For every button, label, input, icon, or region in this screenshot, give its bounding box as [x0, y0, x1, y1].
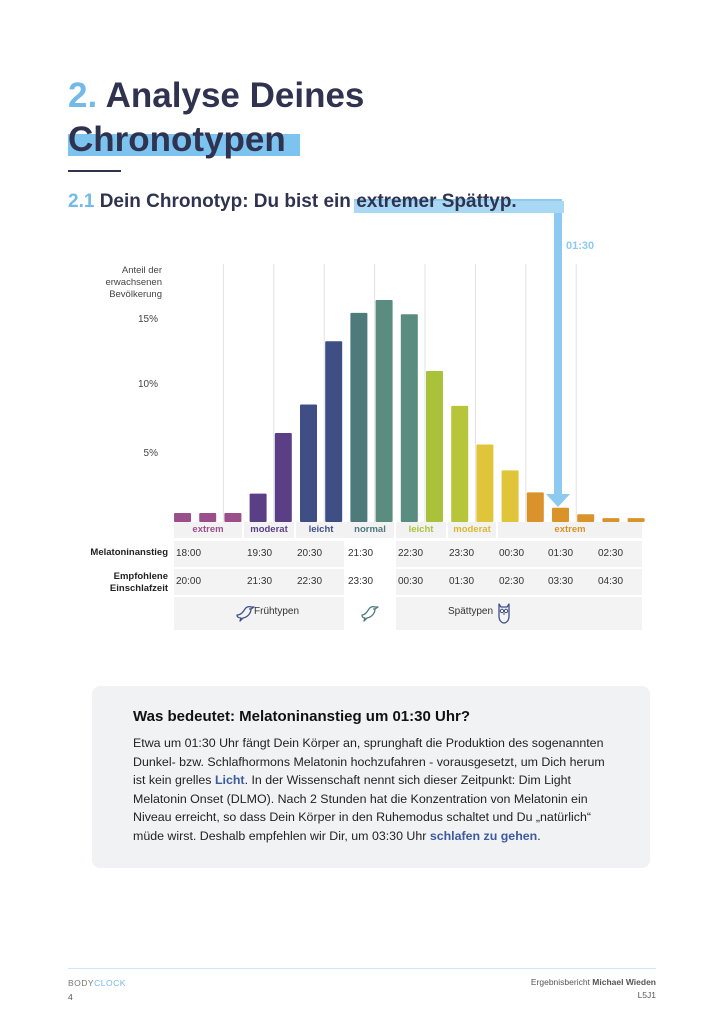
category-label: leicht	[296, 522, 346, 538]
chart-bar	[224, 513, 241, 522]
info-box-text	[133, 734, 618, 846]
info-text-part2: . In der Wissenschaft nennt sich dieser Zeitpunkt: Dim Light Melatonin Onset (DLMO). Nach 2 Stunden hat die Konzentration von Melatonin ein Niveau erreicht, so dass Dein Körper in den Ruhemodus schaltet und Du „natürlich“ müde wirst. Deshalb empfehlen wir Dir, um 03:30 Uhr	[133, 773, 591, 843]
time-cell: 04:30	[598, 576, 624, 587]
page-title	[68, 74, 364, 118]
info-box-title: Was bedeutet: Melatoninanstieg um 01:30 Uhr?	[133, 708, 470, 725]
info-text-part1: Etwa um 01:30 Uhr fängt Dein Körper an, sprunghaft die Produktion des sogenannten Dunkel- bzw. Schlafhormons Melatonin hochzufahren - vorausgesetzt, um Dich herum ist kein grelles	[133, 736, 605, 788]
time-cell: 22:30	[398, 548, 424, 559]
chart-bar	[502, 470, 519, 522]
chart-bar	[376, 300, 393, 522]
y-tick: 15%	[137, 314, 158, 325]
chart-bar	[426, 371, 443, 522]
chart-bar	[552, 508, 569, 522]
category-label: extrem	[174, 522, 242, 538]
title-line2: Chronotypen	[68, 120, 286, 159]
time-cell: 02:30	[598, 548, 624, 559]
time-cell: 20:00	[176, 576, 202, 587]
time-cell: 00:30	[499, 548, 525, 559]
category-label: normal	[346, 522, 394, 538]
chart-bar	[451, 406, 468, 522]
sleep-link[interactable]: schlafen zu gehen	[429, 828, 538, 843]
category-label: leicht	[396, 522, 446, 538]
subheading	[68, 190, 517, 214]
arrow-time-label: 01:30	[566, 240, 595, 252]
footer-report	[531, 976, 656, 1002]
chart-bar	[325, 341, 342, 522]
late-types-label: Spättypen	[448, 606, 494, 617]
brand-clock: CLOCK	[94, 978, 126, 988]
time-cell: 01:30	[449, 576, 475, 587]
chart-y-label: Anteil der erwachsenen Bevölkerung	[105, 265, 162, 300]
sleep-label: Empfohlene Einschlafzeit	[109, 571, 168, 594]
title-divider	[68, 170, 121, 172]
y-tick: 5%	[143, 448, 158, 459]
chart-bar	[350, 313, 367, 522]
time-cell: 02:30	[499, 576, 525, 587]
footer-divider	[68, 968, 656, 969]
time-cell: 20:30	[297, 548, 323, 559]
info-text-part3: .	[537, 828, 541, 843]
time-cell: 23:30	[449, 548, 475, 559]
time-cell: 23:30	[348, 576, 374, 587]
category-label: moderat	[448, 522, 496, 538]
melatonin-label: Melatoninanstieg	[90, 547, 168, 558]
title-line1: Analyse Deines	[105, 76, 365, 115]
time-cell: 03:30	[548, 576, 574, 587]
brand-body: BODY	[68, 978, 95, 988]
time-cell: 21:30	[348, 548, 374, 559]
subheading-highlight-text: extremer Spättyp.	[356, 191, 517, 212]
time-cell: 00:30	[398, 576, 424, 587]
page-number: 4	[68, 992, 73, 1002]
report-name: Michael Wieden	[592, 977, 656, 987]
chart-bar	[174, 513, 191, 522]
time-cell: 01:30	[548, 548, 574, 559]
time-cell: 19:30	[247, 548, 273, 559]
chronotype-bar-chart	[170, 258, 646, 522]
chart-bar	[199, 513, 216, 522]
owl-icon	[494, 600, 514, 626]
footer-brand	[68, 978, 126, 988]
section-number: 2.	[68, 76, 98, 115]
chart-bar	[577, 514, 594, 522]
time-cell: 18:00	[176, 548, 202, 559]
chart-bar	[250, 494, 267, 522]
chart-bar	[275, 433, 292, 522]
early-types-label: Frühtypen	[254, 606, 300, 617]
subsection-number: 2.1	[68, 191, 95, 212]
category-label: moderat	[244, 522, 294, 538]
chart-bar	[527, 492, 544, 522]
y-tick: 10%	[137, 379, 158, 390]
subheading-text: Dein Chronotyp: Du bist ein	[99, 191, 351, 212]
chart-bar	[476, 445, 493, 522]
chart-bar	[401, 314, 418, 522]
light-link[interactable]: Licht	[214, 773, 245, 788]
normal-bird-icon	[358, 601, 382, 625]
report-prefix: Ergebnisbericht	[530, 977, 590, 987]
chart-bar	[300, 405, 317, 522]
category-label: extrem	[498, 522, 642, 538]
report-code: L5J1	[637, 990, 656, 1000]
time-cell: 21:30	[247, 576, 273, 587]
time-cell: 22:30	[297, 576, 323, 587]
